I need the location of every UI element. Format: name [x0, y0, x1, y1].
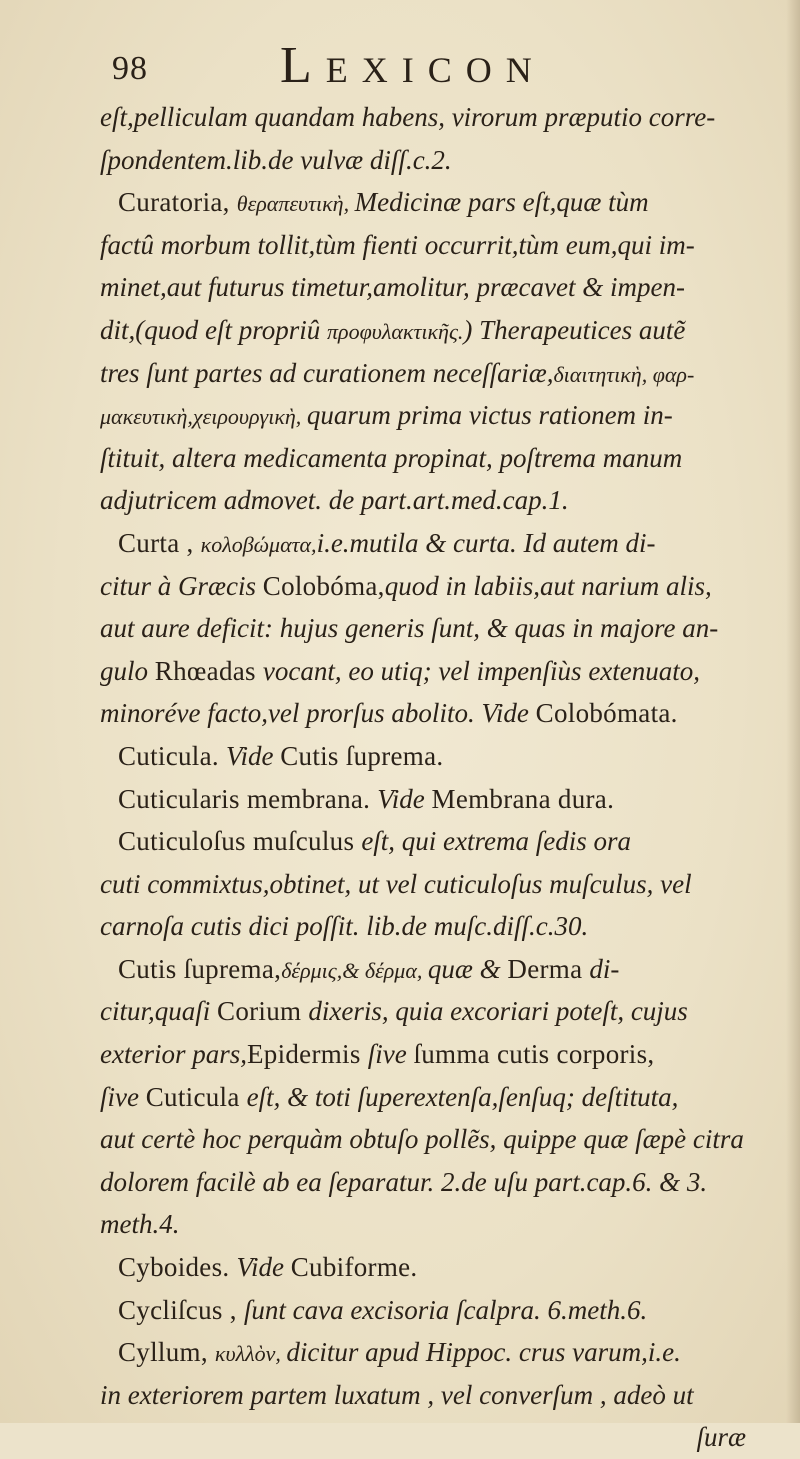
text-line [100, 1374, 764, 1417]
text-segment: vocant, eo utiq; vel impenſiùs extenuato, [262, 655, 701, 686]
text-segment: ſunt cava excisoria ſcalpra. 6.meth.6. [243, 1294, 648, 1325]
text-segment: Cuticula [145, 1081, 247, 1112]
text-line [100, 1076, 764, 1119]
text-segment: Corium [217, 996, 309, 1027]
text-segment: minoréve facto,vel prorſus abolito. Vide [100, 698, 536, 729]
text-segment: Medicinæ pars eſt,quæ tùm [354, 187, 649, 218]
text-segment: Cutis ſuprema, [118, 953, 282, 984]
text-segment: dolorem facilè ab ea ſeparatur. 2.de uſu part.cap.6. & 3. [100, 1166, 708, 1197]
text-line [100, 650, 764, 693]
text-line [100, 437, 764, 480]
text-segment: factû morbum tollit,tùm fienti occurrit,tùm eum,qui im- [100, 229, 695, 260]
text-segment: dit,(quod eſt propriû [100, 314, 327, 345]
running-title: Lexicon [280, 37, 546, 94]
text-segment: Colobóma, [262, 570, 385, 601]
catchword [100, 1416, 764, 1459]
text-segment: ſive [100, 1081, 146, 1112]
text-segment: Rhœadas [154, 655, 263, 686]
text-segment: eſt, qui extrema ſedis ora [361, 826, 632, 857]
text-segment: in exteriorem partem luxatum , vel converſum , adeò ut [100, 1379, 694, 1410]
text-segment: dixeris, quia excoriari poteſt, cujus [308, 996, 688, 1027]
text-segment: Cyllum, [118, 1337, 215, 1368]
text-line [100, 990, 764, 1033]
text-segment: dicitur apud Hippoc. crus varum,i.e. [286, 1337, 681, 1368]
text-segment: Curta , [118, 527, 201, 558]
text-line [100, 948, 764, 991]
text-segment: eſt,pelliculam quandam habens, virorum præputio corre- [100, 102, 716, 132]
text-line [100, 266, 764, 309]
text-segment: aut certè hoc perquàm obtuſo pollẽs, quippe quæ ſæpè citra [100, 1124, 744, 1155]
dictionary-text [100, 96, 764, 1459]
text-line [100, 309, 764, 352]
text-segment: Cuticuloſus muſculus [118, 826, 362, 857]
text-line [100, 1203, 764, 1246]
text-line [100, 565, 764, 608]
text-segment: ſpondentem.lib.de vulvæ diſſ.c.2. [100, 144, 452, 175]
text-segment: adjutricem admovet. de part.art.med.cap.1. [100, 485, 569, 516]
text-line [100, 1289, 764, 1332]
text-segment: minet,aut futurus timetur,amolitur, præcavet & impen- [100, 272, 685, 303]
text-segment: Colobómata. [535, 698, 678, 729]
text-line [100, 820, 764, 863]
text-segment: θεραπευτικὴ, [236, 191, 355, 217]
text-line [100, 1161, 764, 1204]
text-line [100, 1246, 764, 1289]
text-segment: Cuticula. [118, 740, 226, 771]
text-line [100, 735, 764, 778]
text-segment: Curatoria, [118, 187, 237, 218]
text-segment: κολοβώματα, [200, 531, 317, 557]
text-segment: Cuticularis membrana. [118, 783, 378, 814]
text-segment: exterior pars, [100, 1039, 247, 1070]
text-line [100, 139, 764, 182]
text-segment: eſt, & toti ſuperextenſa,ſenſuq; deſtituta, [246, 1081, 679, 1112]
text-line [100, 1033, 764, 1076]
text-segment: citur,quaſi [100, 996, 218, 1027]
text-line [100, 181, 764, 224]
text-segment: carnoſa cutis dici poſſit. lib.de muſc.diſſ.c.30. [100, 911, 589, 942]
text-segment: Cycliſcus , [118, 1294, 244, 1325]
text-line [100, 479, 764, 522]
text-segment: gulo [100, 655, 155, 686]
page-number: 98 [112, 50, 148, 87]
text-segment: aut aure deficit: hujus generis ſunt, & quas in majore an- [100, 613, 719, 644]
text-segment: quæ & [427, 953, 508, 984]
text-line [100, 522, 764, 565]
text-segment: ) Therapeutices autẽ [463, 314, 686, 345]
text-segment: i.e.mutila & curta. Id autem di- [316, 527, 656, 558]
text-line [100, 692, 764, 735]
text-line [100, 778, 764, 821]
text-segment: quarum prima victus rationem in- [306, 400, 673, 431]
text-segment: ſuræ [696, 1422, 746, 1453]
text-segment: cuti commixtus,obtinet, ut vel cuticuloſus muſculus, vel [100, 868, 692, 899]
text-segment: Epidermis [246, 1039, 368, 1070]
text-segment: Vide [225, 740, 281, 771]
text-segment: Vide [377, 783, 432, 814]
text-segment: citur à Græcis [100, 570, 263, 601]
text-segment: Cyboides. [118, 1252, 237, 1283]
text-segment: meth.4. [100, 1209, 180, 1240]
text-line [100, 905, 764, 948]
text-segment: Vide [236, 1252, 291, 1283]
text-segment: Cubiforme. [290, 1252, 418, 1283]
text-line [100, 394, 764, 437]
text-line [100, 224, 764, 267]
text-segment: Cutis ſuprema. [280, 740, 444, 771]
text-line [100, 1331, 764, 1374]
page-edge-shadow [786, 0, 800, 1423]
text-line [100, 607, 764, 650]
text-segment: δέρμις,& δέρμα, [281, 957, 428, 983]
text-segment: Membrana dura. [431, 783, 615, 814]
text-line [100, 352, 764, 395]
text-segment: προφυλακτικῆς. [327, 318, 464, 344]
text-segment: tres ſunt partes ad curationem neceſſariæ, [100, 357, 554, 388]
text-line [100, 96, 764, 139]
page-header [112, 37, 712, 94]
text-segment: κυλλὸν, [214, 1341, 287, 1367]
text-segment: ſumma cutis corporis, [413, 1039, 655, 1070]
text-segment: di- [589, 953, 620, 984]
text-segment: quod in labiis,aut narium alis, [384, 570, 712, 601]
text-segment: διαιτητικὴ, φαρ- [553, 361, 695, 387]
text-segment: Derma [507, 953, 590, 984]
text-line [100, 1118, 764, 1161]
text-segment: ſive [367, 1039, 414, 1070]
text-segment: ſtituit, altera medicamenta propinat, poſtrema manum [100, 442, 683, 473]
text-segment: μακευτικὴ,χειρουργικὴ, [100, 404, 307, 430]
text-line [100, 863, 764, 906]
